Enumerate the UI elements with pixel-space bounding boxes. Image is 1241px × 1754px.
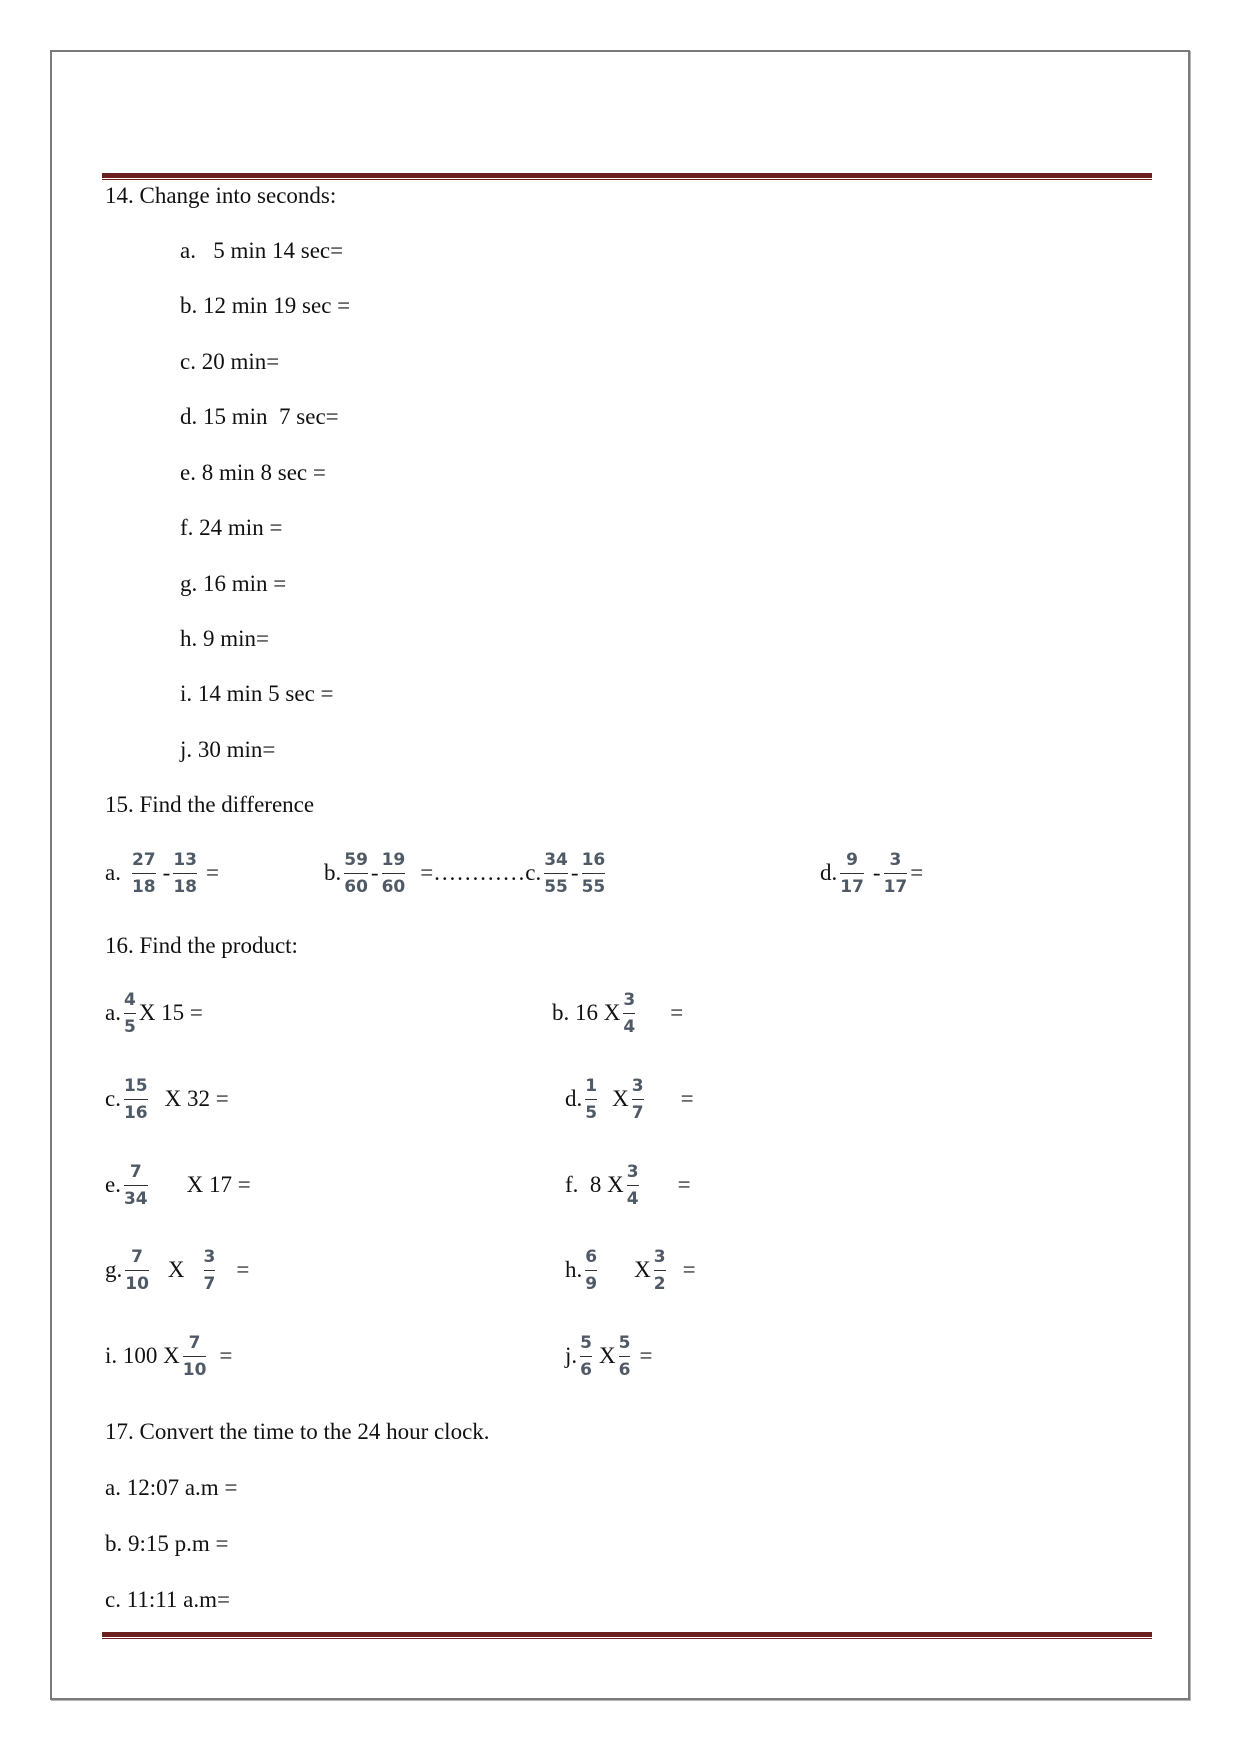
q17-title: 17. Convert the time to the 24 hour clock.	[105, 1419, 490, 1444]
fraction: $\frac{3}{17}$	[883, 849, 908, 897]
fraction: $\frac{5}{6}$	[580, 1332, 592, 1380]
q15-item-b	[324, 845, 608, 901]
q17-item-b: b. 9:15 p.m =	[105, 1531, 229, 1556]
operator: -	[570, 860, 579, 885]
q16-item-f	[565, 1157, 691, 1213]
q14-item-c: c. 20 min=	[180, 349, 280, 374]
item-label: g.	[105, 1257, 123, 1282]
equals-sign: =	[205, 860, 219, 885]
fraction: $\frac{3}{2}$	[653, 1246, 666, 1294]
expression-rest: X 17 =	[186, 1172, 251, 1197]
q14-item-i: i. 14 min 5 sec =	[180, 681, 334, 706]
q14-item-h: h. 9 min=	[180, 626, 270, 651]
operator: -	[872, 860, 881, 885]
equals-sign: =	[219, 1343, 233, 1368]
fraction: $\frac{34}{55}$	[544, 849, 568, 897]
equals-sign: =	[680, 1086, 694, 1111]
q14-item-f: f. 24 min =	[180, 515, 283, 540]
fraction: $\frac{3}{4}$	[623, 989, 636, 1037]
equals-sign: =	[670, 1000, 684, 1025]
item-label: a.	[105, 860, 121, 885]
fraction: $\frac{7}{10}$	[182, 1332, 207, 1380]
q17-item-a: a. 12:07 a.m =	[105, 1475, 238, 1500]
q16-item-a	[105, 985, 203, 1041]
footer-rule	[102, 1632, 1152, 1639]
q17-item-c: c. 11:11 a.m=	[105, 1587, 230, 1612]
q16-item-e	[105, 1157, 251, 1213]
expression-rest: X 15 =	[138, 1000, 203, 1025]
fraction: $\frac{16}{55}$	[581, 849, 606, 897]
fraction: $\frac{7}{10}$	[125, 1246, 149, 1294]
item-label: b. 16 X	[552, 1000, 621, 1025]
item-label: f. 8 X	[565, 1172, 624, 1197]
item-label: e.	[105, 1172, 121, 1197]
expression-rest: X 32 =	[164, 1086, 229, 1111]
fraction: $\frac{1}{5}$	[585, 1075, 598, 1123]
fraction: $\frac{3}{4}$	[626, 1161, 639, 1209]
operator: X	[598, 1343, 616, 1368]
fraction: $\frac{15}{16}$	[123, 1075, 148, 1123]
fraction: $\frac{5}{6}$	[618, 1332, 631, 1380]
fraction: $\frac{19}{60}$	[381, 849, 406, 897]
q15-title: 15. Find the difference	[105, 792, 315, 817]
fraction: $\frac{13}{18}$	[173, 849, 197, 897]
q14-item-d: d. 15 min 7 sec=	[180, 404, 339, 429]
header-rule	[102, 173, 1152, 180]
q16-item-b	[552, 985, 683, 1041]
fraction: $\frac{3}{7}$	[631, 1075, 644, 1123]
fraction: $\frac{4}{5}$	[123, 989, 136, 1037]
fraction: $\frac{9}{17}$	[840, 849, 864, 897]
item-label: d.	[565, 1086, 583, 1111]
equals-sign: =	[677, 1172, 691, 1197]
item-label: j.	[565, 1343, 578, 1368]
item-label: b.	[324, 860, 342, 885]
q16-item-d	[565, 1071, 694, 1127]
q15-item-d	[820, 845, 923, 901]
equals-sign: =	[682, 1257, 696, 1282]
fraction: $\frac{59}{60}$	[344, 849, 368, 897]
item-label: i. 100 X	[105, 1343, 180, 1368]
q15-item-a	[105, 845, 219, 901]
q14-item-j: j. 30 min=	[180, 737, 276, 762]
q16-item-j	[565, 1328, 652, 1384]
item-label: h.	[565, 1257, 583, 1282]
answer-blank: =…………	[420, 860, 526, 885]
operator: -	[162, 860, 171, 885]
operator: -	[370, 860, 379, 885]
fraction: $\frac{6}{9}$	[585, 1246, 598, 1294]
equals-sign: =	[910, 860, 924, 885]
item-label: d.	[820, 860, 838, 885]
operator: X	[634, 1257, 651, 1282]
fraction: $\frac{3}{7}$	[203, 1246, 216, 1294]
operator: X	[167, 1257, 185, 1282]
q14-title: 14. Change into seconds:	[105, 183, 337, 208]
fraction: $\frac{27}{18}$	[131, 849, 156, 897]
item-label: c.	[105, 1086, 121, 1111]
q16-item-i	[105, 1328, 232, 1384]
q14-item-a: a. 5 min 14 sec=	[180, 238, 344, 263]
equals-sign: =	[639, 1343, 653, 1368]
q14-item-b: b. 12 min 19 sec =	[180, 293, 351, 318]
fraction: $\frac{7}{34}$	[123, 1161, 148, 1209]
operator: X	[612, 1086, 629, 1111]
q14-item-g: g. 16 min =	[180, 571, 287, 596]
item-label: c.	[525, 860, 542, 885]
q16-title: 16. Find the product:	[105, 933, 298, 958]
q16-item-g	[105, 1242, 249, 1298]
item-label: a.	[105, 1000, 121, 1025]
equals-sign: =	[236, 1257, 250, 1282]
q16-item-c	[105, 1071, 229, 1127]
q16-item-h	[565, 1242, 696, 1298]
q14-item-e: e. 8 min 8 sec =	[180, 460, 326, 485]
